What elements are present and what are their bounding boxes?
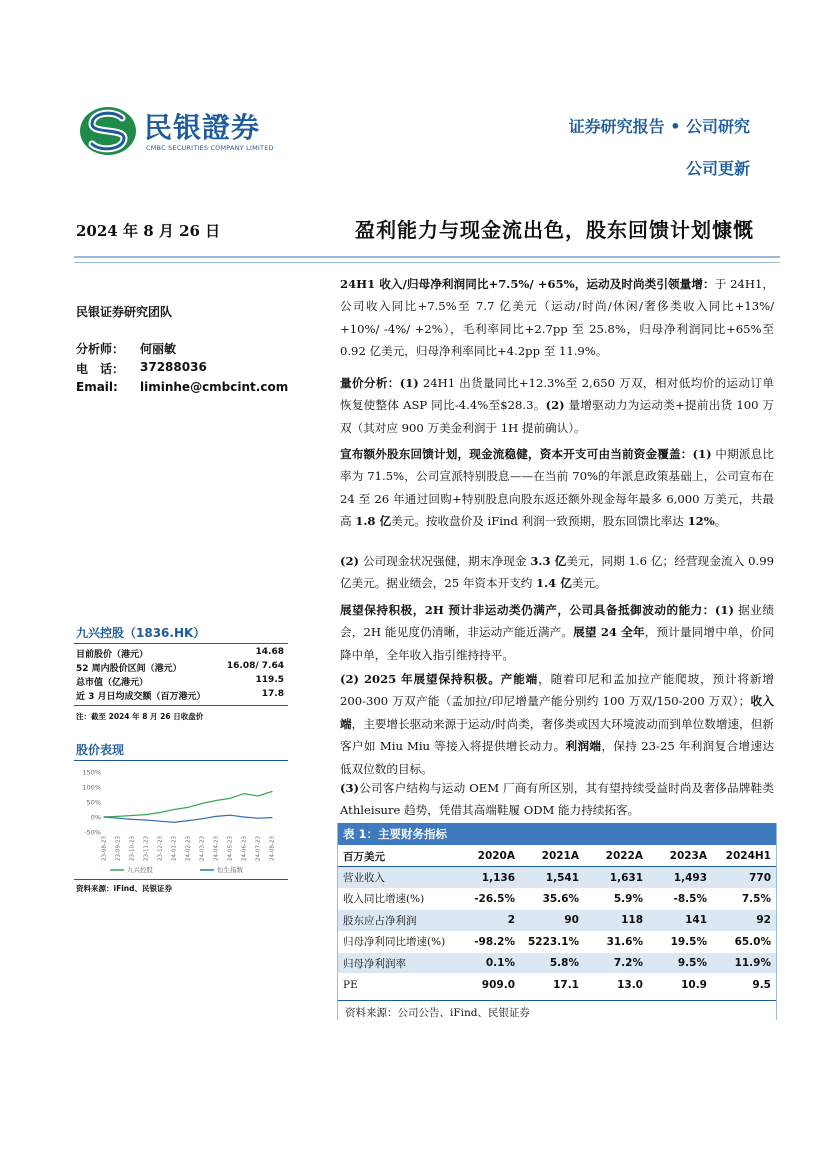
data-point: [187, 820, 188, 821]
sidebar-divider: [74, 643, 288, 644]
table-row: 营业收入 1,136 1,541 1,631 1,493 770: [337, 867, 777, 888]
year-header: 2022A: [585, 846, 649, 867]
data-point: [103, 816, 104, 817]
data-point: [257, 795, 258, 796]
header-divider: [74, 256, 780, 258]
analyst-label: 分析师：: [76, 342, 125, 356]
data-point: [271, 791, 272, 792]
financial-table: [337, 823, 777, 996]
research-team: 民银证券研究团队: [76, 305, 173, 319]
x-tick-label: 23-09-23: [115, 836, 122, 861]
stat-row: 近 3 月日均成交额（百万港元） 17.8: [76, 689, 284, 702]
year-header: 2023A: [649, 846, 713, 867]
stat-row: 目前股价（港元） 14.68: [76, 647, 284, 660]
table-row: 股东应占净利润 2 90 118 141 92: [337, 910, 777, 931]
table-bottom-rule: [337, 1000, 777, 1001]
report-title: 盈利能力与现金流出色，股东回馈计划慷慨: [355, 218, 754, 242]
x-tick-label: 23-11-23: [143, 836, 150, 861]
data-point: [173, 809, 174, 810]
y-tick-label: -50%: [84, 828, 101, 837]
x-tick-label: 24-04-23: [213, 836, 220, 861]
email-label: Email:: [76, 380, 118, 394]
y-tick-label: 150%: [82, 768, 101, 777]
logo-emblem-icon: [78, 104, 138, 158]
analyst-name: 何丽敏: [140, 342, 177, 356]
email-address[interactable]: liminhe@cmbcint.com: [140, 380, 289, 394]
x-tick-label: 24-07-23: [255, 836, 262, 861]
chart-source: 资料来源：iFind、民银证券: [76, 884, 172, 893]
table-left-border: [337, 823, 338, 1020]
sidebar-divider: [74, 760, 288, 761]
paragraph-volume-price: 量价分析：(1) 24H1 出货量同比+12.3%至 2,650 万双，相对低均价的运动订单恢复使整体 ASP 同比-4.4%至$28.3。(2) 量增驱动力为运动类+提前出货 100 万双（其对应 900 万美金利润于 1H 提前确认）。: [340, 376, 774, 435]
year-header: 2021A: [521, 846, 585, 867]
data-point: [117, 816, 118, 817]
x-tick-label: 24-03-23: [199, 836, 206, 861]
x-tick-label: 24-06-23: [241, 836, 248, 861]
x-tick-label: 24-01-23: [171, 836, 178, 861]
table-row: PE 909.0 17.1 13.0 10.9 9.5: [337, 974, 777, 995]
report-type: 证券研究报告 • 公司研究: [568, 117, 750, 136]
x-tick-label: 23-10-23: [129, 836, 136, 861]
data-point: [271, 817, 272, 818]
data-point: [257, 818, 258, 819]
x-tick-label: 23-08-23: [101, 836, 108, 861]
y-tick-label: 0%: [90, 813, 101, 822]
data-point: [159, 812, 160, 813]
x-tick-label: 24-08-23: [269, 836, 276, 861]
data-point: [173, 822, 174, 823]
paragraph-cash: (2) 公司现金状况强健，期末净现金 3.3 亿美元，同期 1.6 亿；经营现金流入 0.99 亿美元。据业绩会，25 年资本开支约 1.4 亿美元。: [340, 554, 774, 591]
year-header: 2024H1: [713, 846, 777, 867]
paragraph-revenue: 24H1 收入/归母净利润同比+7.5%/ +65%，运动及时尚类引领量增：于 24H1，公司收入同比+7.5%至 7.7 亿美元（运动/时尚/休闲/奢侈类收入同比+13%/ +10%/ -4%/ +2%），毛利率同比+2.7pp 至 25.8%，归母净利润同比+65%至 0.92 亿美元，归母净利率同比+4.2pp 至 11.9%。: [340, 277, 774, 359]
data-point: [145, 819, 146, 820]
data-point: [229, 798, 230, 799]
paragraph-2025-outlook: (2) 2025 年展望保持积极。产能端，随着印尼和孟加拉产能爬坡，预计将新增 200-300 万双产能（孟加拉/印尼增量产能分别约 100 万双/150-200 万双）；收入端，主要增长驱动来源于运动/时尚类，奢侈类或因大环境波动而到单位数增速，但新客户如 Miu Miu 等接入将提供增长动力。利润端，保持 23-25 年利润复合增速达低双位数的目标。: [340, 672, 774, 776]
sidebar-divider: [74, 705, 288, 706]
data-point: [201, 818, 202, 819]
x-tick-label: 24-05-23: [227, 836, 234, 861]
data-point: [145, 814, 146, 815]
price-note: 注：截至 2024 年 8 月 26 日收盘价: [76, 712, 204, 721]
performance-title: 股价表现: [76, 743, 125, 757]
brand-name-en: CMBC SECURITIES COMPANY LIMITED: [146, 144, 274, 152]
data-point: [243, 816, 244, 817]
report-date: 2024 年 8 月 26 日: [76, 222, 221, 240]
data-point: [243, 793, 244, 794]
table-source: 资料来源：公司公告、iFind、民银证券: [345, 1007, 530, 1019]
table-row: 收入同比增速(%) -26.5% 35.6% 5.9% -8.5% 7.5%: [337, 888, 777, 909]
data-point: [159, 821, 160, 822]
table-row: 归母净利同比增速(%) -98.2% 5223.1% 31.6% 19.5% 65.0%: [337, 931, 777, 952]
stat-row: 52 周内股价区间（港元） 16.08/ 7.64: [76, 661, 284, 674]
legend-label: 九兴控股: [127, 866, 153, 874]
data-point: [215, 816, 216, 817]
data-point: [201, 803, 202, 804]
report-subtype: 公司更新: [685, 159, 750, 178]
series-line-0: [104, 792, 272, 818]
company-logo: [78, 104, 288, 158]
year-header: 2020A: [457, 846, 521, 867]
legend-label: 恒生指数: [217, 866, 243, 874]
table-row: 归母净利润率 0.1% 5.8% 7.2% 9.5% 11.9%: [337, 952, 777, 973]
brand-name-cn: 民银證券: [144, 111, 261, 144]
x-tick-label: 23-12-23: [157, 836, 164, 861]
stock-name: 九兴控股（1836.HK）: [76, 626, 206, 640]
y-tick-label: 100%: [82, 783, 101, 792]
y-tick-label: 50%: [86, 798, 101, 807]
data-point: [131, 819, 132, 820]
sidebar-divider: [74, 879, 288, 880]
data-point: [229, 815, 230, 816]
header-divider-thin: [74, 262, 780, 263]
data-point: [131, 815, 132, 816]
stat-row: 总市值（亿港元） 119.5: [76, 675, 284, 688]
x-tick-label: 24-02-23: [185, 836, 192, 861]
table-right-border: [776, 823, 777, 1020]
data-point: [187, 807, 188, 808]
data-point: [117, 818, 118, 819]
phone-number: 37288036: [140, 360, 207, 374]
paragraph-customers: (3)公司客户结构与运动 OEM 厂商有所区别，其有望持续受益时尚及奢侈品牌鞋类 Athleisure 趋势，凭借其高端鞋履 ODM 能力持续拓客。: [340, 781, 774, 818]
paragraph-shareholder-return: 宣布额外股东回馈计划，现金流稳健，资本开支可由当前资金覆盖：(1) 中期派息比率为 71.5%，公司宣派特别股息——在当前 70%的年派息政策基础上，公司宣布在 24 至 26 年通过回购+特别股息向股东返还额外现金每年最多 6,000 万美元，共最高 1.8 亿美元。按收盘价及 iFind 利润一致预期，股东回馈比率达 12%。: [340, 447, 774, 529]
table-header-row: [337, 846, 777, 867]
data-point: [215, 800, 216, 801]
table-unit: 百万美元: [337, 846, 457, 867]
phone-label: 电 话：: [76, 362, 125, 376]
stock-performance-chart: [74, 762, 288, 878]
paragraph-outlook: 展望保持积极，2H 预计非运动类仍满产，公司具备抵御波动的能力：(1) 据业绩会，2H 能见度仍清晰，非运动产能近满产。展望 24 全年，预计量同增中单，价同降中单，全年收入指引维持持平。: [340, 603, 774, 662]
table-caption: 表 1：主要财务指标: [337, 823, 777, 846]
